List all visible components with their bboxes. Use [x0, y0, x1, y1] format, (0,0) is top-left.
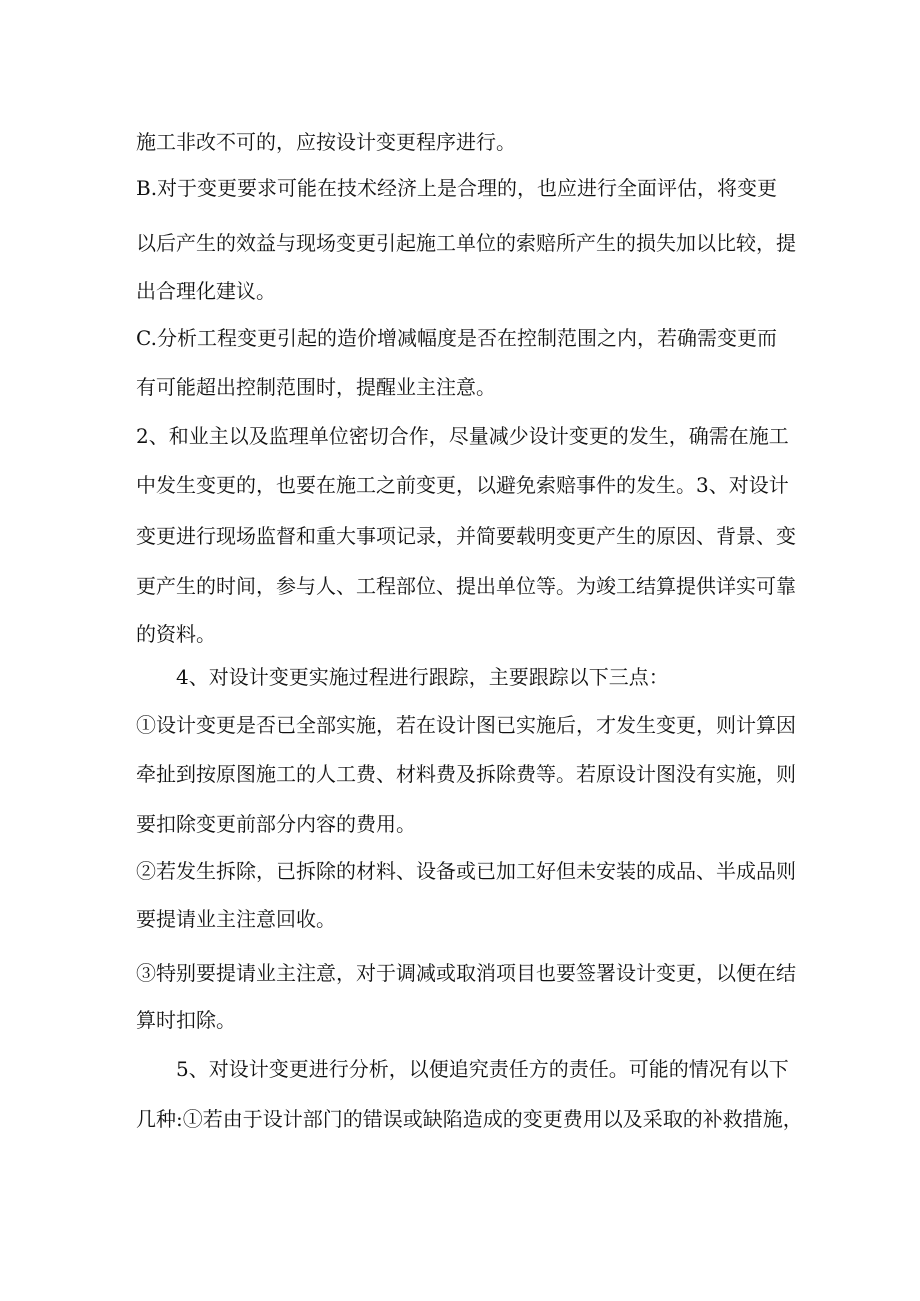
text-line-7: 2、和业主以及监理单位密切合作，尽量减少设计变更的发生，确需在施工 — [136, 424, 789, 448]
text-line-4: 出合理化建议。 — [136, 279, 276, 303]
text-line-19: 算时扣除。 — [136, 1008, 236, 1032]
text-line-21: 几种:①若由于设计部门的错误或缺陷造成的变更费用以及采取的补救措施， — [136, 1107, 803, 1131]
text-line-11: 的资料。 — [136, 622, 216, 646]
text-line-20: 5、对设计变更进行分析，以便追究责任方的责任。可能的情况有以下 — [176, 1057, 789, 1081]
text-line-15: 要扣除变更前部分内容的费用。 — [136, 812, 416, 836]
text-line-16: ②若发生拆除，已拆除的材料、设备或已加工好但未安装的成品、半成品则 — [136, 859, 796, 883]
text-line-6: 有可能超出控制范围时，提醒业主注意。 — [136, 375, 496, 399]
text-line-13: ①设计变更是否已全部实施，若在设计图已实施后，才发生变更，则计算因 — [136, 713, 796, 737]
text-line-5: C.分析工程变更引起的造价增减幅度是否在控制范围之内，若确需变更而 — [136, 326, 777, 350]
text-line-17: 要提请业主注意回收。 — [136, 907, 336, 931]
text-line-1: 施工非改不可的，应按设计变更程序进行。 — [136, 130, 516, 154]
text-line-3: 以后产生的效益与现场变更引起施工单位的索赔所产生的损失加以比较，提 — [136, 231, 796, 255]
text-line-14: 牵扯到按原图施工的人工费、材料费及拆除费等。若原设计图没有实施，则 — [136, 762, 796, 786]
text-line-8: 中发生变更的，也要在施工之前变更，以避免索赔事件的发生。3、对设计 — [136, 473, 789, 497]
text-line-12: 4、对设计变更实施过程进行跟踪，主要跟踪以下三点： — [176, 665, 669, 689]
text-line-18: ③特别要提请业主注意，对于调减或取消项目也要签署设计变更，以便在结 — [136, 961, 796, 985]
text-line-10: 更产生的时间，参与人、工程部位、提出单位等。为竣工结算提供详实可靠 — [136, 574, 796, 598]
text-line-2: B.对于变更要求可能在技术经济上是合理的，也应进行全面评估，将变更 — [136, 176, 778, 200]
text-line-9: 变更进行现场监督和重大事项记录，并简要载明变更产生的原因、背景、变 — [136, 524, 796, 548]
